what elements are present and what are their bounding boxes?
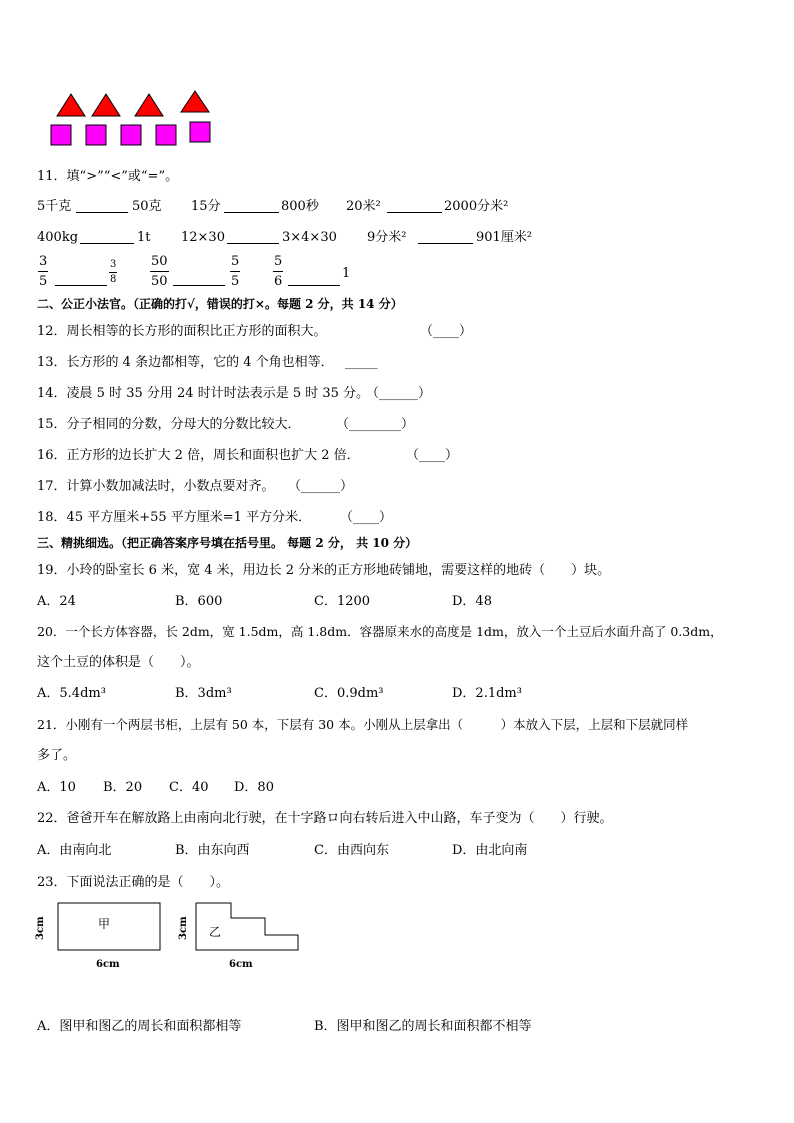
q22-option-a[interactable]: A．由南向北 <box>37 843 112 858</box>
q19-option-b[interactable]: B．600 <box>175 594 223 609</box>
section2-heading: 二、公正小法官。（正确的打√，错误的打×。每题 2 分，共 14 分） <box>37 297 403 311</box>
q11-r2-c2-blank[interactable] <box>227 231 279 247</box>
q13-answer[interactable]: _____ <box>345 355 378 370</box>
q14-answer[interactable]: （______） <box>366 386 432 401</box>
fig-yi-width: 6cm <box>229 959 253 970</box>
q11-r1-c3-right: 2000分米² <box>444 199 509 214</box>
q22-option-b[interactable]: B．由东向西 <box>175 843 250 858</box>
red-triangle <box>181 91 209 112</box>
shapes-figure <box>0 0 240 150</box>
q23-text: 23．下面说法正确的是（ ）。 <box>37 875 230 890</box>
q11-r1-c2-blank[interactable] <box>224 200 279 216</box>
q11-r3-frac3: 5 6 <box>274 254 283 289</box>
q17-text: 17．计算小数加减法时，小数点要对齐。 <box>37 479 275 494</box>
q11-r2-c1-right: 1t <box>137 230 151 245</box>
q11-r3-c2-blank[interactable] <box>173 276 225 289</box>
q11-r1-c2-right: 800秒 <box>281 199 319 214</box>
q20-option-d[interactable]: D．2.1dm³ <box>452 686 522 701</box>
q19-option-d[interactable]: D．48 <box>452 594 492 609</box>
q22-text: 22．爸爸开车在解放路上由南向北行驶，在十字路ロ向右转后进入中山路，车子变为（ ）行驶。 <box>37 811 613 826</box>
q19-option-c[interactable]: C．1200 <box>314 594 371 609</box>
q23-figure-yi <box>0 895 320 985</box>
q16-text: 16．正方形的边长扩大 2 倍，周长和面积也扩大 2 倍． <box>37 448 360 463</box>
fig-jia-height: 3cm <box>35 916 46 940</box>
q12-answer[interactable]: （____） <box>420 324 473 339</box>
q19-text: 19．小玲的卧室长 6 米，宽 4 米，用边长 2 分米的正方形地砖铺地，需要这样的地砖（ ）块。 <box>37 563 611 578</box>
q23-option-a[interactable]: A．图甲和图乙的周长和面积都相等 <box>37 1019 242 1034</box>
q12-text: 12．周长相等的长方形的面积比正方形的面积大。 <box>37 324 327 339</box>
q11-r3-frac1: 3 5 <box>39 254 48 289</box>
q11-r1-c1-right: 50克 <box>132 199 162 214</box>
q18-text: 18．45 平方厘米+55 平方厘米=1 平方分米． <box>37 510 312 525</box>
q21-option-a[interactable]: A．10 <box>37 780 76 795</box>
q11-r3-frac2-right: 5 5 <box>231 254 240 289</box>
q11-r2-c1-left: 400kg <box>37 230 79 245</box>
q11-r1-c3-left: 20米² <box>346 199 381 214</box>
magenta-square <box>51 125 71 145</box>
q11-r2-c3-blank[interactable] <box>418 231 473 247</box>
q11-r2-c2-left: 12×30 <box>181 230 225 245</box>
q22-option-d[interactable]: D．由北向南 <box>452 843 528 858</box>
q11-r1-c2-left: 15分 <box>191 199 221 214</box>
q20-option-a[interactable]: A．5.4dm³ <box>37 686 106 701</box>
magenta-square <box>156 125 176 145</box>
q11-r3-frac2: 50 50 <box>151 254 168 289</box>
q14-text: 14．凌晨 5 时 35 分用 24 时计时法表示是 5 时 35 分。 <box>37 386 370 401</box>
magenta-square <box>86 125 106 145</box>
q11-r3-c3-right: 1 <box>342 266 351 281</box>
q21-option-d[interactable]: D．80 <box>234 780 274 795</box>
q21-text-line1: 21．小刚有一个两层书柜，上层有 50 本，下层有 30 本。小刚从上层拿出（ ）本放入下层，上层和下层就同样 <box>37 717 689 732</box>
q11-r1-c3-blank[interactable] <box>387 200 442 216</box>
q15-answer[interactable]: （________） <box>336 417 415 432</box>
q21-option-c[interactable]: C．40 <box>169 780 209 795</box>
red-triangle <box>92 94 120 116</box>
fig-jia-label: 甲 <box>98 917 111 931</box>
q11-r1-c1-blank[interactable] <box>76 200 128 216</box>
q11-r1-c1-left: 5千克 <box>37 199 72 214</box>
q21-text-line2: 多了。 <box>37 748 77 763</box>
q11-r2-c1-blank[interactable] <box>80 231 134 247</box>
section3-heading: 三、精挑细选。（把正确答案序号填在括号里。 每题 2 分， 共 10 分） <box>37 536 418 550</box>
q11-r2-c3-left: 9分米² <box>367 230 407 245</box>
q11-r2-c2-right: 3×4×30 <box>282 230 337 245</box>
q19-option-a[interactable]: A．24 <box>37 594 76 609</box>
red-triangle <box>57 94 85 116</box>
q22-option-c[interactable]: C．由西向东 <box>314 843 389 858</box>
q11-title: 11．填“>”“<”或“=”。 <box>37 169 179 184</box>
q21-option-b[interactable]: B．20 <box>103 780 143 795</box>
q11-r3-c3-blank[interactable] <box>288 276 340 289</box>
q18-answer[interactable]: （____） <box>340 510 393 525</box>
q11-r2-c3-right: 901厘米² <box>476 230 533 245</box>
q11-r3-frac1-right: 3 8 <box>110 259 117 285</box>
q20-text-line2: 这个土豆的体积是（ ）。 <box>37 655 200 670</box>
red-triangle <box>135 94 163 116</box>
q23-option-b[interactable]: B．图甲和图乙的周长和面积都不相等 <box>314 1019 532 1034</box>
q20-option-b[interactable]: B．3dm³ <box>175 686 232 701</box>
q17-answer[interactable]: （______） <box>288 479 354 494</box>
magenta-square <box>190 122 210 142</box>
q20-option-c[interactable]: C．0.9dm³ <box>314 686 384 701</box>
fig-yi-label: 乙 <box>209 925 222 939</box>
fig-yi-height: 3cm <box>178 916 189 940</box>
fig-jia-width: 6cm <box>96 959 120 970</box>
q13-text: 13．长方形的 4 条边都相等，它的 4 个角也相等． <box>37 355 334 370</box>
q11-r3-c1-blank[interactable] <box>55 276 107 289</box>
magenta-square <box>121 125 141 145</box>
q15-text: 15．分子相同的分数，分母大的分数比较大． <box>37 417 301 432</box>
q16-answer[interactable]: （____） <box>406 448 459 463</box>
q20-text-line1: 20．一个长方体容器，长 2dm，宽 1.5dm，高 1.8dm．容器原来水的高度是 1dm，放入一个土豆后水面升高了 0.3dm， <box>37 624 723 639</box>
